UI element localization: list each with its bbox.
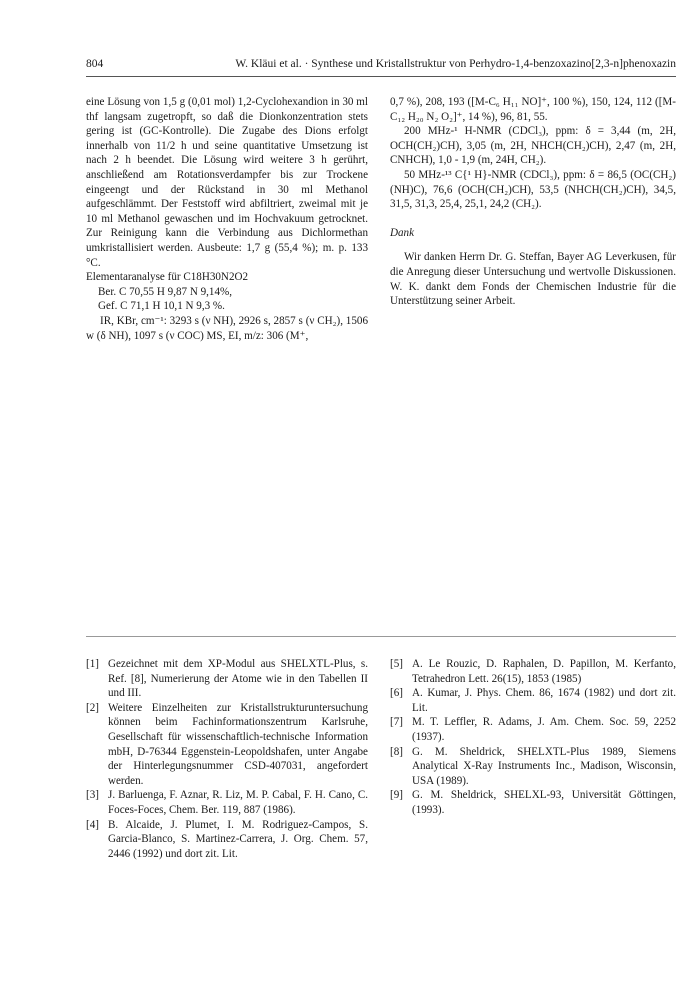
reference-number: [1] xyxy=(86,658,99,670)
ir-ms-data: IR, KBr, cm⁻¹: 3293 s (ν NH), 2926 s, 2857 s (ν CH₂), 1506 w (δ NH), 1097 s (ν COC) MS, EI, m/z: 306 (M⁺, xyxy=(86,314,368,342)
acknowledgement-heading: Dank xyxy=(390,226,415,239)
references-left xyxy=(86,657,368,861)
reference-text: B. Alcaide, J. Plumet, I. M. Rodriguez-Campos, S. Garcia-Blanco, S. Martinez-Carrera, J. Org. Chem. 57, 2446 (1992) und dort zit. Lit. xyxy=(108,818,368,860)
reference-number: [2] xyxy=(86,701,99,714)
references-rule xyxy=(86,636,676,637)
reference-number: [3] xyxy=(86,789,99,802)
analysis-label: Elementaranalyse für C18H30N2O2 xyxy=(86,271,249,284)
reference-item xyxy=(86,701,368,789)
reference-number: [8] xyxy=(390,745,403,758)
reference-number: [7] xyxy=(390,716,403,729)
right-column xyxy=(390,95,676,309)
reference-item xyxy=(86,657,368,701)
reference-text: J. Barluenga, F. Aznar, R. Liz, M. P. Cabal, F. H. Cano, C. Foces-Foces, Chem. Ber. 119, 887 (1986). xyxy=(108,789,368,816)
reference-text: G. M. Sheldrick, SHELXL-93, Universität Göttingen, (1993). xyxy=(412,789,676,816)
reference-item xyxy=(390,715,676,744)
reference-number: [4] xyxy=(86,818,99,831)
reference-item xyxy=(390,745,676,789)
analysis-calculated: Ber. C 70,55 H 9,87 N 9,14%, xyxy=(98,285,233,298)
acknowledgement-text: Wir danken Herrn Dr. G. Steffan, Bayer AG Leverkusen, für die Anregung dieser Untersuchung und wertvolle Diskussionen. W. K. dankt dem Fonds der Chemischen Industrie für die Unterstützung seiner Arbeit. xyxy=(390,251,676,308)
reference-text: Gezeichnet mit dem XP-Modul aus SHELXTL-Plus, s. Ref. [8], Numerierung der Atome wie in den Tabellen II und III. xyxy=(108,658,368,700)
reference-item xyxy=(86,788,368,817)
reference-item xyxy=(390,686,676,715)
references-right xyxy=(390,657,676,818)
reference-text: A. Le Rouzic, D. Raphalen, D. Papillon, M. Kerfanto, Tetrahedron Lett. 26(15), 1853 (1985) xyxy=(412,658,676,685)
left-column xyxy=(86,95,368,343)
reference-number: [9] xyxy=(390,789,403,802)
reference-item xyxy=(390,657,676,686)
c-nmr-data: 50 MHz-¹³ C{¹ H}-NMR (CDCl₃), ppm: δ = 86,5 (OC(CH₂)(NH)C), 76,6 (OCH(CH₂)CH), 53,5 (NHCH(CH₂)CH), 34,5, 31,5, 31,3, 25,4, 25,1, 24,2 (CH₂). xyxy=(390,168,676,211)
reference-number: [6] xyxy=(390,687,403,700)
reference-text: A. Kumar, J. Phys. Chem. 86, 1674 (1982) und dort zit. Lit. xyxy=(412,687,676,714)
experimental-paragraph: eine Lösung von 1,5 g (0,01 mol) 1,2-Cyclohexandion in 30 ml thf langsam zugetropft, so daß die Dionkonzentration stets gering ist (GC-Kontrolle). Die Zugabe des Dions erfolgt innerhalb von 11/2 h und seine quantitative Umsetzung ist nach 2 h beendet. Die Lösung wird weitere 3 h gerührt, anschließend am Rotationsverdampfer bis zur Trockene eingeengt und der Rückstand in 30 ml Methanol aufgeschlämmt. Der Feststoff wird abfiltriert, zweimal mit je 10 ml Methanol gewaschen und im Hochvakuum getrocknet. Zur Reinigung kann die Verbindung aus Dichlormethan umkristallisiert werden. Ausbeute: 1,7 g (55,4 %); m. p. 133 °C. xyxy=(86,96,368,269)
header-rule xyxy=(86,76,676,77)
reference-item xyxy=(86,818,368,862)
h-nmr-data: 200 MHz-¹ H-NMR (CDCl₃), ppm: δ = 3,44 (m, 2H, OCH(CH₂)CH), 3,05 (m, 2H, NHCH(CH₂)CH), 2,47 (m, 2H, CNHCH), 1,0 - 1,9 (m, 24H, CH₂). xyxy=(390,125,676,167)
reference-item xyxy=(390,788,676,817)
ms-continuation: 0,7 %), 208, 193 ([M-C₆ H₁₁ NO]⁺, 100 %), 150, 124, 112 ([M-C₁₂ H₂₀ N₂ O₂]⁺, 14 %), 96, 81, 55. xyxy=(390,96,676,123)
page-number: 804 xyxy=(86,58,104,70)
reference-number: [5] xyxy=(390,658,403,670)
running-title: W. Kläui et al. · Synthese und Kristallstruktur von Perhydro-1,4-benzoxazino[2,3-n]phenoxazin xyxy=(235,58,676,70)
analysis-found: Gef. C 71,1 H 10,1 N 9,3 %. xyxy=(98,300,225,313)
reference-text: M. T. Leffler, R. Adams, J. Am. Chem. Soc. 59, 2252 (1937). xyxy=(412,716,676,743)
reference-text: G. M. Sheldrick, SHELXTL-Plus 1989, Siemens Analytical X-Ray Instruments Inc., Madison, Wisconsin, USA (1989). xyxy=(412,745,676,787)
reference-text: Weitere Einzelheiten zur Kristallstrukturuntersuchung können beim Fachinformationszentrum Karlsruhe, Gesellschaft für wissenschaftlich-technische Information mbH, D-76344 Eggenstein-Leopoldshafen, unter Angabe der Hinterlegungsnummer CSD-407031, angefordert werden. xyxy=(108,701,368,787)
